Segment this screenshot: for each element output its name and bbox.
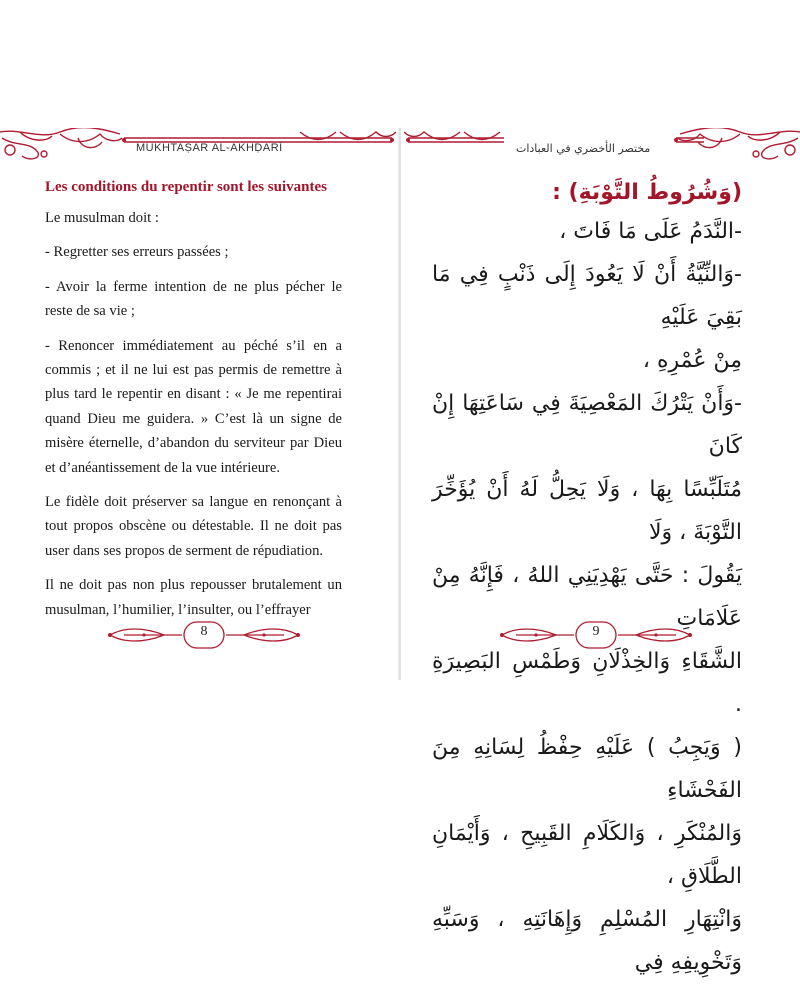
arabic-line: الشَّقَاءِ وَالخِذْلَانِ وَطَمْسِ البَصِيرَةِ . <box>432 649 742 717</box>
arabic-line: -وَأَنْ يَتْرُكَ المَعْصِيَةَ فِي سَاعَتِهَا إِنْ كَانَ <box>432 391 742 459</box>
right-running-title: مختصر الأخضري في العبادات <box>516 142 651 155</box>
arabic-line: مِنْ عُمْرِهِ ، <box>642 348 742 373</box>
page-number: 9 <box>592 624 600 639</box>
paragraph: - Regretter ses erreurs passées ; <box>45 244 229 261</box>
french-text-column <box>45 176 342 632</box>
left-page-footer <box>104 618 304 652</box>
paragraph: Le fidèle doit préserver sa langue en renonçant à tout propos obscène ou détestable. Il ne doit pas user dans ses propos de serment de répudiation. <box>45 494 342 559</box>
right-header-ornament <box>404 128 800 168</box>
page-number: 8 <box>200 624 208 639</box>
arabic-line: وَالمُنْكَرِ ، وَالكَلَامِ القَبِيحِ ، وَأَيْمَانِ الطَّلَاقِ ، <box>432 821 742 889</box>
left-header-ornament <box>0 128 396 168</box>
arabic-text-column <box>432 176 742 984</box>
right-page-footer <box>496 618 696 652</box>
arabic-line: ( وَيَجِبُ ) عَلَيْهِ حِفْظُ لِسَانِهِ مِنَ الفَحْشَاءِ <box>432 735 742 803</box>
paragraph: Il ne doit pas non plus repousser brutalement un musulman, l’humilier, l’insulter, ou l’effrayer <box>45 577 342 618</box>
arabic-line: -وَالنِّيَّةُ أَنْ لَا يَعُودَ إِلَى ذَنْبٍ فِي مَا بَقِيَ عَلَيْهِ <box>432 262 742 330</box>
left-running-title: MUKHTAṢAR AL-AKHḌARĪ <box>136 142 283 154</box>
paragraph: - Renoncer immédiatement au péché s’il en a commis ; et il ne lui est pas permis de remettre à plus tard le repentir en disant : « Je me repentirai quand Dieu me guidera. » C’est là un signe de misère éternelle, d’abandon du serviteur par Dieu et d’anéantissement de la vue intérieure. <box>45 337 342 476</box>
arabic-line: يَقُولَ : حَتَّى يَهْدِيَنِي اللهُ ، فَإِنَّهُ مِنْ عَلَامَاتِ <box>432 563 742 631</box>
section-heading: Les conditions du repentir sont les suivantes <box>45 179 327 195</box>
paragraph: - Avoir la ferme intention de ne plus pécher le reste de sa vie ; <box>45 278 342 320</box>
arabic-line: -النَّدَمُ عَلَى مَا فَاتَ ، <box>559 219 742 244</box>
arabic-line: مُتَلَبِّسًا بِهَا ، وَلَا يَحِلُّ لَهُ أَنْ يُؤَخِّرَ التَّوْبَةَ ، وَلَا <box>432 477 742 545</box>
section-heading: (وَشُرُوطُ التَّوْبَةِ) : <box>552 180 742 205</box>
arabic-line: وَانْتِهَارِ المُسْلِمِ وَإِهَانَتِهِ ، وَسَبِّهِ وَتَخْوِيفِهِ فِي <box>432 907 742 975</box>
paragraph: Le musulman doit : <box>45 210 159 226</box>
